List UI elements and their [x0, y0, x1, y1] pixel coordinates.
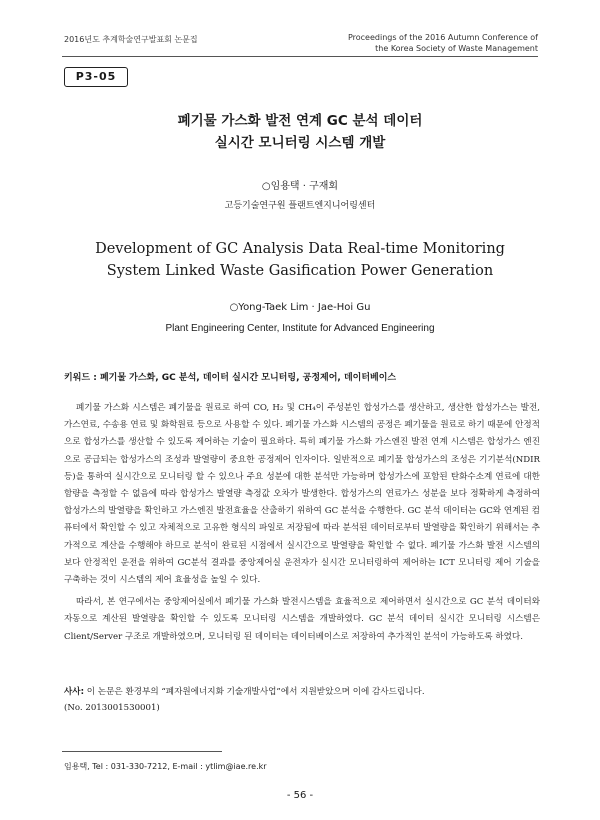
korean-title-line1: 폐기물 가스화 발전 연계 GC 분석 데이터: [177, 113, 423, 129]
korean-affiliation: 고등기술연구원 플랜트엔지니어링센터: [224, 201, 376, 211]
english-authors: ○Yong-Taek Lim · Jae-Hoi Gu: [229, 302, 371, 313]
running-header-left: 2016년도 추계학술연구발표회 논문집: [64, 35, 198, 44]
body-paragraph-1: 폐기물 가스화 시스템은 폐기물을 원료로 하여 CO, H₂ 및 CH₄이 주성분인 합성가스를 생산하고, 생산한 합성가스는 발전, 가스연료, 수송용 연료 및 화학원료 등으로 사용할 수 있다. 폐기물 가스화 시스템의 공정은 폐기물을 원료로 하기 때문에 안정적으로 합성가스를 생산할 수 있도록 제어하는 기술이 필요하다. 특히 폐기물 가스화 가스엔진 발전 연계 시스템은 합성가스 엔진으로 공급되는 합성가스의 조성과 발열량이 중요한 공정제어 인자이다. 일반적으로 폐기물 합성가스의 조성은 기기분석(NDIR 등)을 통하여 실시간으로 모니터링 할 수 있으나 주요 성분에 대한 분석만 가능하며 합성가스에 포함된 탄화수소계 연료에 대한 함량을 측정할 수 없음에 따라 합성가스 발열량 측정값 오차가 발생한다. 합성가스의 연료가스 성분을 보다 정확하게 측정하여 합성가스의 발열량을 확인하고 가스엔진 발전효율을 산출하기 위하여 GC 분석을 수행한다. GC 분석 데이터는 GC와 연계된 컴퓨터에서 확인할 수 있고 자체적으로 고유한 형식의 파일로 저장됨에 따라 분석된 데이터로부터 발열량을 확인하기 위해서는 추가적으로 계산을 수행해야 하므로 분석이 완료된 시점에서 실시간으로 발열량을 확인할 수 없다. 폐기물 가스화 발전 시스템의 보다 안정적인 운전을 위하여 GC분석 결과를 중앙제어실 운전자가 실시간 모니터링하여 제어하는 ICT 모니터링 제어 기술을 구축하는 것이 시스템의 제어 효율성을 높일 수 있다.: [64, 403, 540, 586]
running-header-right-line2: the Korea Society of Waste Management: [375, 44, 538, 53]
acknowledgement-text: 이 논문은 환경부의 “폐자원에너지화 기술개발사업”에서 지원받았으며 이에 감사드립니다.: [84, 687, 425, 697]
acknowledgement: [64, 684, 538, 716]
korean-authors: ○임용택 · 구재회: [261, 181, 339, 192]
acknowledgement-label: 사사:: [64, 687, 85, 697]
abstract-body: [64, 400, 540, 646]
footnote-contact: 임용택, Tel : 031-330-7212, E-mail : ytlim@iae.re.kr: [64, 762, 267, 771]
keywords: 키워드 : 폐기물 가스화, GC 분석, 데이터 실시간 모니터링, 공정제어, 데이터베이스: [64, 373, 397, 383]
paper-id-badge: P3-05: [64, 67, 128, 87]
acknowledgement-line: [64, 684, 538, 700]
running-header-right-line1: Proceedings of the 2016 Autumn Conference of: [347, 33, 538, 42]
grant-number: (No. 2013001530001): [64, 703, 160, 713]
english-affiliation: Plant Engineering Center, Institute for Advanced Engineering: [165, 323, 435, 334]
korean-title: [0, 110, 600, 154]
page-number: - 56 -: [286, 790, 314, 801]
korean-title-line2: 실시간 모니터링 시스템 개발: [214, 135, 386, 151]
english-title-line2: System Linked Waste Gasification Power Generation: [106, 263, 494, 279]
footnote-rule: [62, 751, 222, 752]
header-rule: [62, 56, 538, 57]
body-paragraph-2: 따라서, 본 연구에서는 중앙제어실에서 폐기물 가스화 발전시스템을 효율적으로 제어하면서 실시간으로 GC 분석 데이터와 자동으로 계산된 발열량을 확인할 수 있도록 모니터링 시스템을 개발하였다. GC 분석 데이터 실시간 모니터링 시스템은 Client/Server 구조로 개발하였으며, 모니터링 된 데이터는 데이터베이스로 저장하여 추가적인 분석이 가능하도록 하였다.: [64, 597, 540, 642]
english-title-line1: Development of GC Analysis Data Real-time Monitoring: [95, 241, 505, 257]
english-title: [0, 238, 600, 282]
running-header-right: [348, 32, 538, 54]
